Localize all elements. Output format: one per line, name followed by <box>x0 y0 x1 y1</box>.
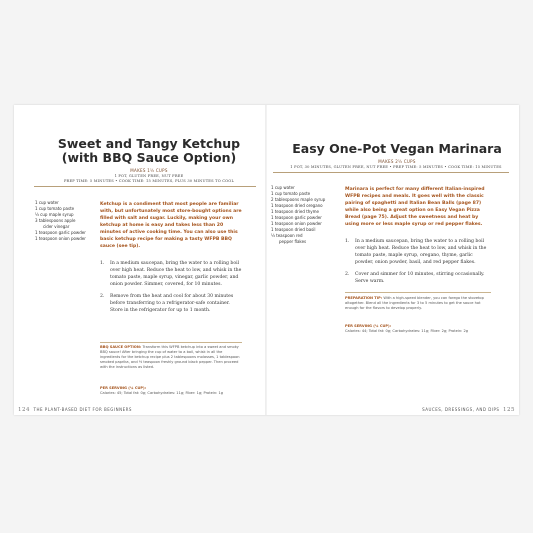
running-footer: SAUCES, DRESSINGS, AND DIPS <box>422 407 500 412</box>
nutrition-facts: Calories: 45; Total fat: 0g; Carbohydrates: 11g; Fiber: 1g; Protein: 1g <box>100 391 224 395</box>
step-number: 1. <box>100 261 105 266</box>
step-number: 2. <box>345 272 350 277</box>
ingredient-text: 3 tablespoons apple <box>35 218 76 223</box>
divider-rule <box>273 172 509 173</box>
recipe-meta <box>273 165 519 170</box>
ingredient-item: 1 teaspoon onion powder <box>35 236 86 241</box>
ingredient-item: 1 cup tomato paste <box>271 191 311 196</box>
right-page <box>267 105 519 415</box>
step-text: Remove from the heat and cool for about 30 minutes before transferring to a refrigerator-safe container. Store in the refrigerator for up to 1 month. <box>110 294 234 313</box>
recipe-tags: 1 POT, GLUTEN FREE, NUT FREE <box>114 174 184 178</box>
recipe-yield: MAKES 2½ CUPS <box>378 159 416 164</box>
recipe-tip <box>100 345 242 370</box>
recipe-yield: MAKES 1½ CUPS <box>130 168 168 173</box>
recipe-title: Sweet and Tangy Ketchup (with BBQ Sauce Option) <box>57 136 241 165</box>
divider-rule <box>345 292 491 293</box>
ingredient-item: 1 teaspoon garlic powder <box>35 230 86 235</box>
step-number: 2. <box>100 294 105 299</box>
serving-label: PER SERVING (¼ CUP): <box>345 324 392 328</box>
ingredient-item: 1 teaspoon dried basil <box>271 227 316 232</box>
ingredient-item: 2 tablespoons maple syrup <box>271 197 326 202</box>
running-footer: THE PLANT-BASED DIET FOR BEGINNERS <box>33 407 132 412</box>
step-item <box>345 238 491 266</box>
recipe-tip <box>345 296 491 311</box>
tip-label: PREPARATION TIP: <box>345 296 383 300</box>
ingredient-item: 1 teaspoon dried oregano <box>271 203 323 208</box>
step-item <box>100 260 242 288</box>
step-text: In a medium saucepan, bring the water to a rolling boil over high heat. Reduce the heat to low, and whisk in the tomato paste, maple syrup, vinegar, garlic powder, and onion powder. Simmer, covered, for 10 minutes. <box>110 261 242 287</box>
ingredient-item: 1 cup water <box>35 200 59 205</box>
recipe-intro: Ketchup is a condiment that most people are familiar with, but unfortunately most store-bought options are filled with salt and sugar. Luckily, making your own ketchup at home is easy and takes less than 20 minutes of active cooking time. You can also use this basic ketchup recipe for making a tasty WFPB BBQ sauce (see tip). <box>100 202 242 249</box>
ingredient-item: ¼ cup maple syrup <box>35 212 74 217</box>
ingredient-continuation: cider vinegar <box>43 224 70 229</box>
divider-rule <box>100 342 242 343</box>
tip-text: With a high-speed blender, you can forego the stovetop altogether. Blend all the ingredients for 3 to 5 minutes to get the sauce hot enough for the flavors to develop properly. <box>345 296 484 310</box>
ingredient-list <box>35 200 93 242</box>
step-list <box>345 238 491 290</box>
ingredient-text: ¼ teaspoon red <box>271 233 303 238</box>
recipe-tags-times: 1 POT, 30 MINUTES, GLUTEN FREE, NUT FREE • PREP TIME: 5 MINUTES • COOK TIME: 15 MINUTES <box>290 165 502 169</box>
ingredient-item <box>271 233 329 245</box>
recipe-title: Easy One-Pot Vegan Marinara <box>292 141 502 156</box>
step-number: 1. <box>345 239 350 244</box>
page-footer <box>18 407 132 413</box>
step-text: Cover and simmer for 10 minutes, stirring occasionally. Serve warm. <box>355 272 485 284</box>
tip-label: BBQ SAUCE OPTION: <box>100 345 142 349</box>
divider-rule <box>34 186 256 187</box>
page-number: 124 <box>18 407 30 413</box>
step-text: In a medium saucepan, bring the water to a rolling boil over high heat. Reduce the heat to low, and whisk in the tomato paste, maple syrup, oregano, thyme, garlic powder, onion powder, basil, and red pepper flakes. <box>355 239 487 265</box>
tip-text: Transform this WFPB ketchup into a sweet and smoky BBQ sauce! After bringing the cup of water to a boil, whisk in all the ingredients for the ketchup recipe plus 2 tablespoons molasses, 1 tablespoon smoked paprika, and ½ teaspoon freshly ground black pepper. Then proceed with the instructions as listed. <box>100 345 240 369</box>
ingredient-item: 1 cup tomato paste <box>35 206 75 211</box>
open-book <box>14 105 519 415</box>
recipe-meta <box>54 174 244 184</box>
ingredient-list <box>271 185 329 245</box>
step-list <box>100 260 242 319</box>
ingredient-item: 1 teaspoon onion powder <box>271 221 322 226</box>
page-footer <box>422 407 515 413</box>
recipe-intro: Marinara is perfect for many different Italian-inspired WFPB recipes and meals. It goes well with the classic pairing of spaghetti and Italian Bean Balls (page 87) while also being a great option on Easy Vegan Pizza Bread (page 75). Adjust the sweetness and heat by using more or less maple syrup or red pepper flakes. <box>345 187 485 227</box>
ingredient-item: 1 teaspoon garlic powder <box>271 215 322 220</box>
page-number: 125 <box>503 407 515 413</box>
left-page <box>14 105 266 415</box>
recipe-times: PREP TIME: 5 MINUTES • COOK TIME: 15 MINUTES, PLUS 30 MINUTES TO COOL <box>63 179 235 183</box>
ingredient-item <box>35 218 93 230</box>
nutrition-facts: Calories: 44; Total fat: 0g; Carbohydrates: 11g; Fiber: 2g; Protein: 2g <box>345 329 469 333</box>
step-item <box>100 293 242 314</box>
serving-label: PER SERVING (¼ CUP): <box>100 386 147 390</box>
ingredient-continuation: pepper flakes <box>279 239 307 244</box>
step-item <box>345 271 491 285</box>
ingredient-item: 1 cup water <box>271 185 295 190</box>
ingredient-item: 1 teaspoon dried thyme <box>271 209 320 214</box>
